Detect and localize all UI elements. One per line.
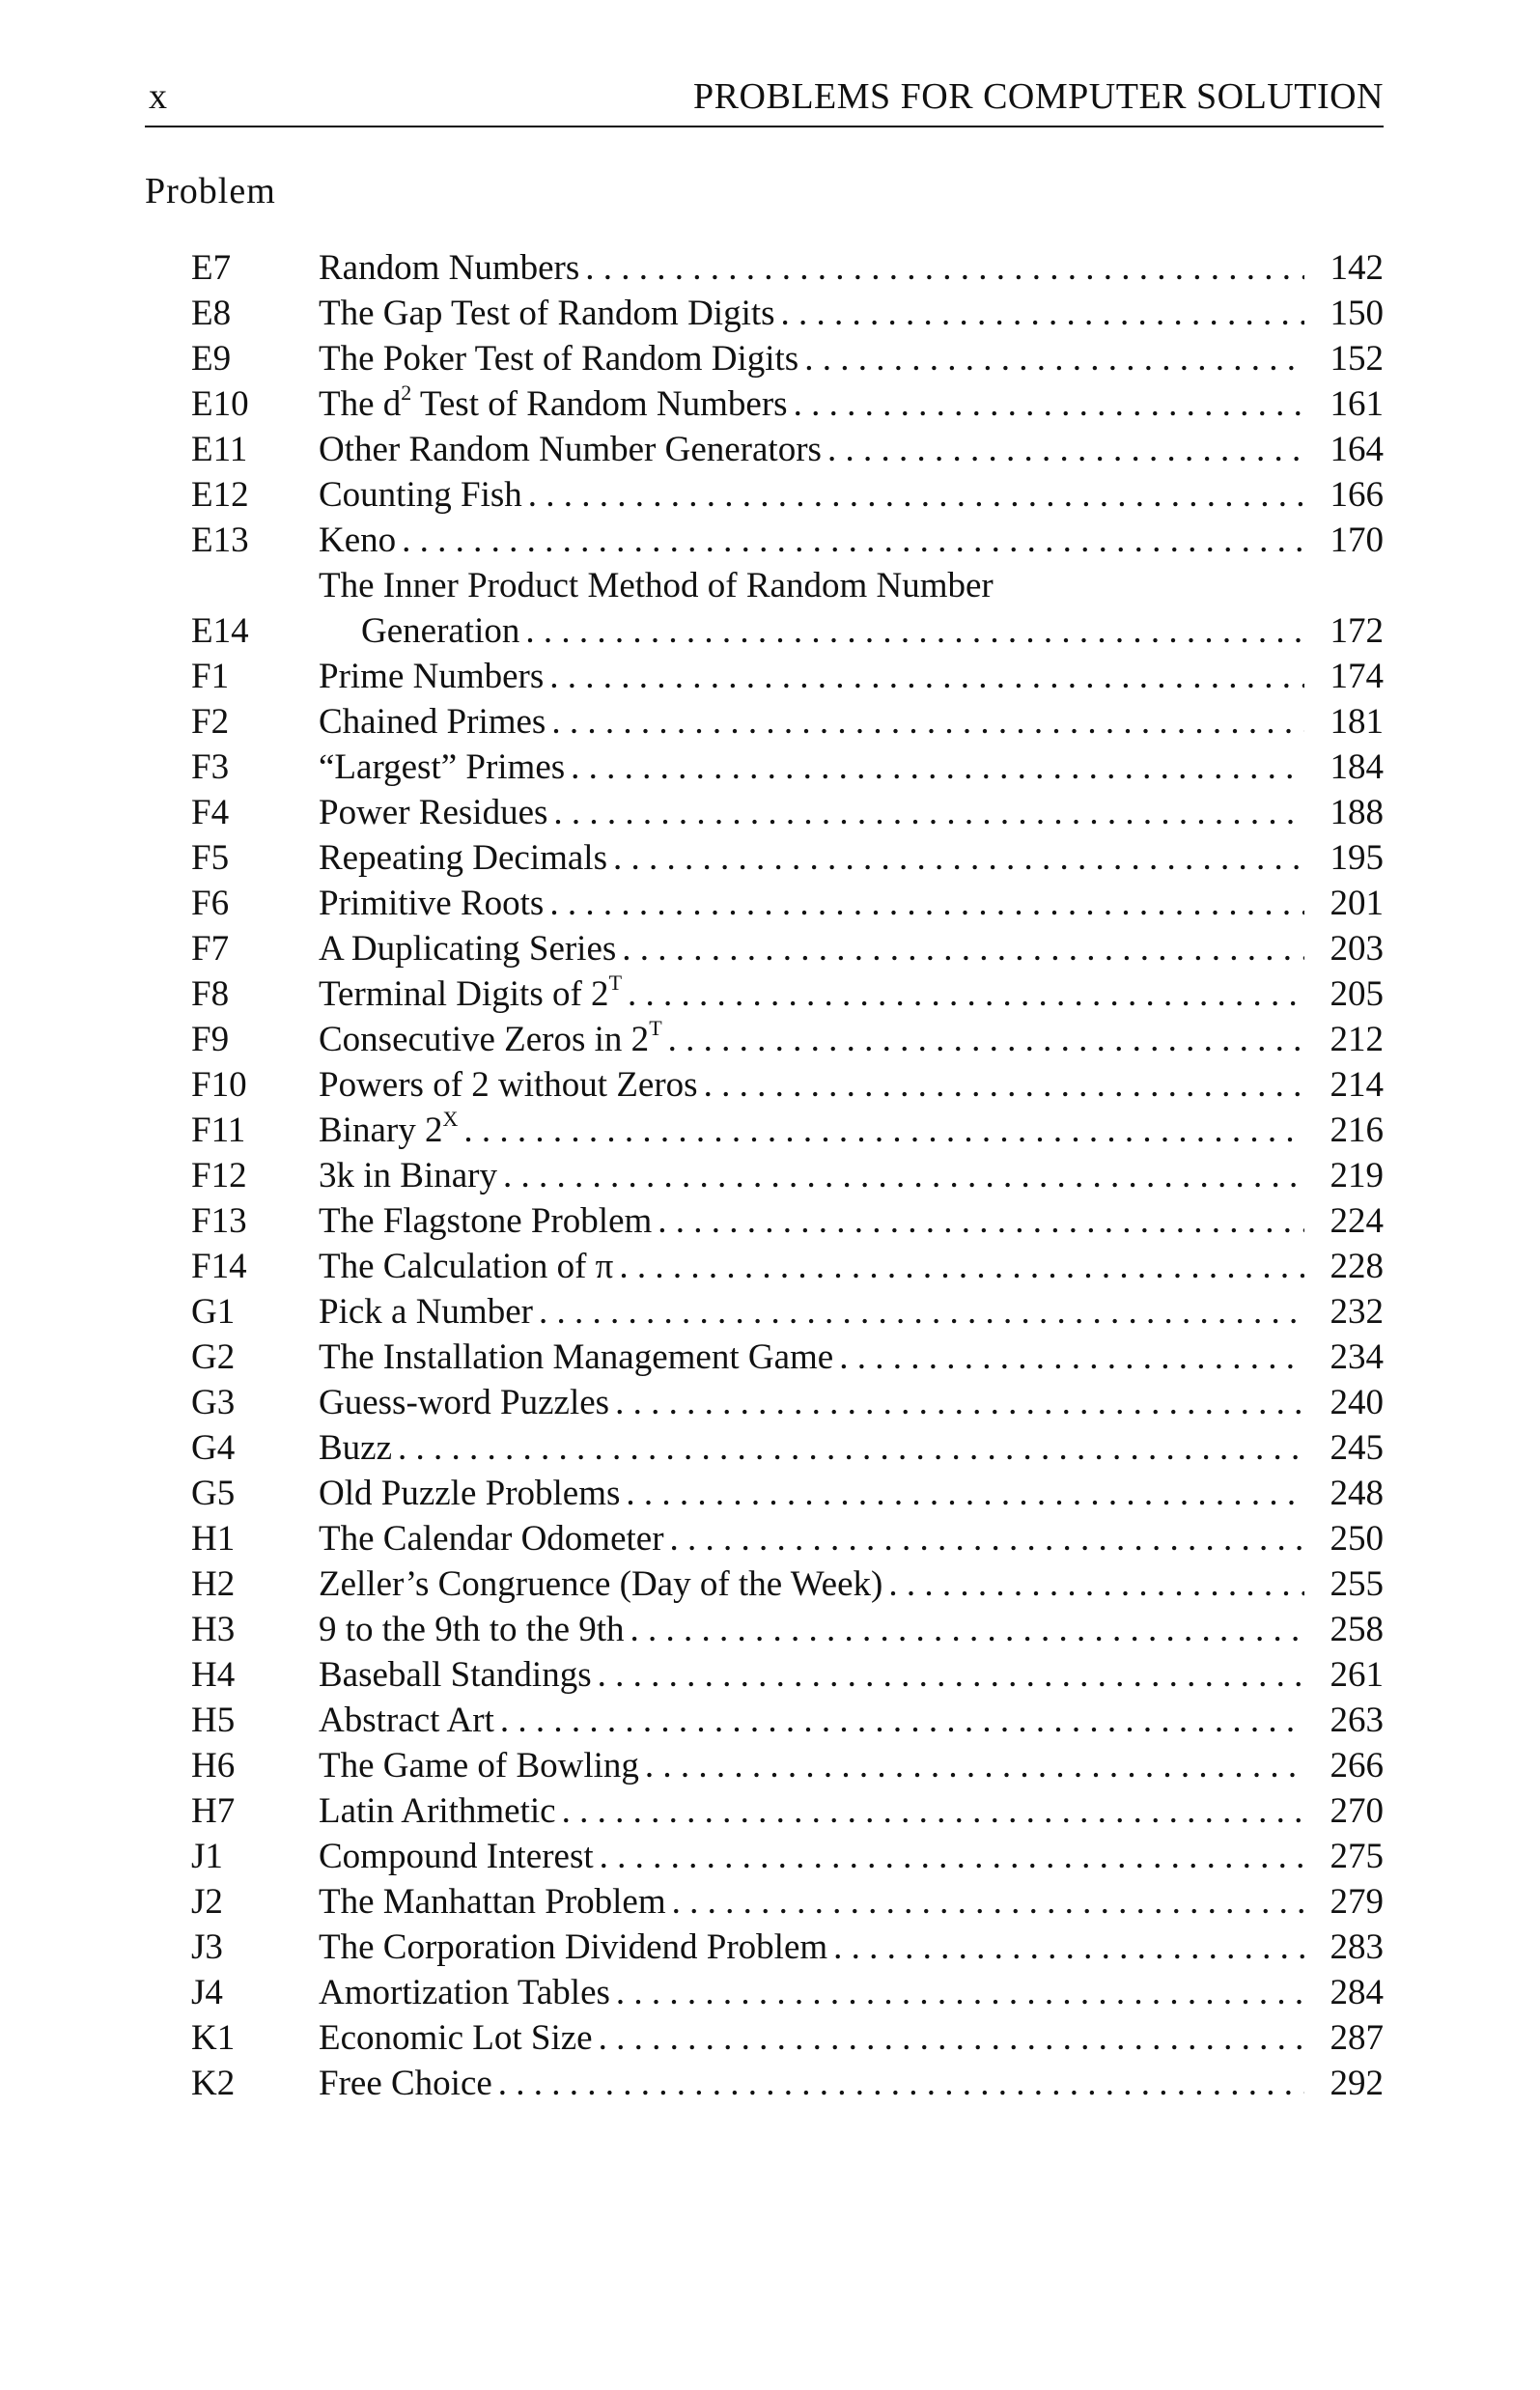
problem-code: F4 bbox=[191, 793, 230, 832]
title-superscript: T bbox=[608, 971, 623, 995]
page-reference: 250 bbox=[1330, 1519, 1384, 1559]
problem-title-cell bbox=[319, 1925, 1314, 1970]
problem-title-cell bbox=[319, 699, 1314, 745]
dot-leader bbox=[619, 1244, 1304, 1289]
toc-entry bbox=[145, 1108, 1384, 1153]
page-reference: 214 bbox=[1330, 1065, 1384, 1105]
problem-title-cell bbox=[319, 518, 1314, 563]
toc-entry bbox=[145, 1698, 1384, 1743]
problem-title-cell bbox=[319, 1652, 1314, 1698]
dot-leader bbox=[804, 336, 1304, 381]
problem-title: Primitive Roots bbox=[319, 884, 545, 923]
problem-title: Amortization Tables bbox=[319, 1973, 610, 2012]
problem-title-cell bbox=[319, 654, 1314, 699]
problem-title: A Duplicating Series bbox=[319, 929, 617, 969]
section-label: Problem bbox=[145, 171, 276, 211]
page-reference: 279 bbox=[1330, 1882, 1384, 1922]
page-reference: 174 bbox=[1330, 657, 1384, 696]
dot-leader bbox=[525, 608, 1304, 654]
problem-code: F8 bbox=[191, 974, 230, 1014]
dot-leader bbox=[616, 1970, 1304, 2015]
toc-entry bbox=[145, 2015, 1384, 2061]
problem-title-cell bbox=[319, 1743, 1314, 1788]
problem-code: H4 bbox=[191, 1655, 236, 1695]
toc-entry bbox=[145, 518, 1384, 563]
problem-title: Keno bbox=[319, 520, 397, 560]
dot-leader bbox=[549, 654, 1304, 699]
dot-leader bbox=[628, 971, 1304, 1017]
problem-title bbox=[319, 1108, 458, 1153]
title-superscript: 2 bbox=[401, 381, 412, 405]
toc-entry bbox=[145, 1743, 1384, 1788]
problem-code: F2 bbox=[191, 702, 230, 742]
problem-code: F13 bbox=[191, 1201, 247, 1241]
page-reference: 228 bbox=[1330, 1247, 1384, 1286]
page-reference: 188 bbox=[1330, 793, 1384, 832]
problem-title-cell bbox=[319, 1698, 1314, 1743]
dot-leader bbox=[626, 1471, 1304, 1516]
problem-code: J3 bbox=[191, 1927, 223, 1967]
dot-leader bbox=[658, 1198, 1304, 1244]
page-reference: 248 bbox=[1330, 1474, 1384, 1513]
problem-title: Power Residues bbox=[319, 793, 548, 832]
page-reference: 263 bbox=[1330, 1701, 1384, 1740]
problem-code: G4 bbox=[191, 1428, 236, 1468]
problem-code: F7 bbox=[191, 929, 230, 969]
dot-leader bbox=[888, 1561, 1304, 1607]
dot-leader bbox=[781, 291, 1304, 336]
problem-title: The Installation Management Game bbox=[319, 1337, 834, 1377]
dot-leader bbox=[553, 790, 1304, 835]
title-text-part: Test of Random Numbers bbox=[411, 384, 788, 424]
problem-code: G3 bbox=[191, 1383, 236, 1422]
toc-entry bbox=[145, 2061, 1384, 2106]
problem-title-cell bbox=[319, 1244, 1314, 1289]
problem-title-cell bbox=[319, 1561, 1314, 1607]
toc-entry bbox=[145, 291, 1384, 336]
problem-title: The Inner Product Method of Random Number bbox=[319, 566, 994, 605]
problem-title bbox=[319, 1017, 662, 1062]
dot-leader bbox=[668, 1017, 1304, 1062]
problem-title bbox=[319, 381, 788, 427]
toc-entry bbox=[145, 1471, 1384, 1516]
toc-entry bbox=[145, 1380, 1384, 1425]
problem-title-cell bbox=[319, 245, 1314, 291]
dot-leader bbox=[539, 1289, 1304, 1335]
problem-title-cell bbox=[319, 1607, 1314, 1652]
problem-title-cell bbox=[319, 1289, 1314, 1335]
page-reference: 161 bbox=[1330, 384, 1384, 424]
page-reference: 287 bbox=[1330, 2018, 1384, 2058]
book-title: PROBLEMS FOR COMPUTER SOLUTION bbox=[693, 76, 1384, 117]
dot-leader bbox=[498, 2061, 1304, 2106]
problem-title-cell bbox=[319, 291, 1314, 336]
toc-entry bbox=[145, 1925, 1384, 1970]
page-reference: 261 bbox=[1330, 1655, 1384, 1695]
dot-leader bbox=[600, 1834, 1304, 1879]
page-reference: 142 bbox=[1330, 248, 1384, 288]
problem-code: K1 bbox=[191, 2018, 236, 2058]
page-reference: 152 bbox=[1330, 339, 1384, 379]
dot-leader bbox=[613, 835, 1304, 881]
toc-entry bbox=[145, 1561, 1384, 1607]
problem-title: Counting Fish bbox=[319, 475, 522, 515]
dot-leader bbox=[500, 1698, 1304, 1743]
toc-entry bbox=[145, 381, 1384, 427]
problem-title: Repeating Decimals bbox=[319, 838, 607, 878]
toc-entry bbox=[145, 1788, 1384, 1834]
problem-title-cell bbox=[319, 1198, 1314, 1244]
page-reference: 184 bbox=[1330, 747, 1384, 787]
toc-entry bbox=[145, 1017, 1384, 1062]
page-reference: 275 bbox=[1330, 1837, 1384, 1876]
dot-leader bbox=[622, 926, 1304, 971]
problem-code: E14 bbox=[191, 611, 249, 651]
title-text-part: The d bbox=[319, 384, 402, 424]
problem-code: F9 bbox=[191, 1020, 230, 1059]
problem-title: “Largest” Primes bbox=[319, 747, 566, 787]
dot-leader bbox=[598, 1652, 1304, 1698]
problem-code: G5 bbox=[191, 1474, 236, 1513]
problem-title-cell bbox=[319, 2015, 1314, 2061]
problem-title: Compound Interest bbox=[319, 1837, 594, 1876]
problem-code: F12 bbox=[191, 1156, 247, 1195]
dot-leader bbox=[562, 1788, 1304, 1834]
toc-entry bbox=[145, 472, 1384, 518]
problem-code: H3 bbox=[191, 1610, 236, 1649]
problem-code: H2 bbox=[191, 1564, 236, 1604]
title-text-part: Binary 2 bbox=[319, 1111, 443, 1150]
problem-title: Chained Primes bbox=[319, 702, 546, 742]
problem-title: The Flagstone Problem bbox=[319, 1201, 653, 1241]
problem-code: G1 bbox=[191, 1292, 236, 1332]
dot-leader bbox=[839, 1335, 1304, 1380]
problem-title: The Calculation of π bbox=[319, 1247, 614, 1286]
toc-entry bbox=[145, 926, 1384, 971]
dot-leader bbox=[670, 1516, 1304, 1561]
problem-title-cell bbox=[319, 745, 1314, 790]
problem-title: Prime Numbers bbox=[319, 657, 545, 696]
dot-leader bbox=[402, 518, 1304, 563]
toc-entry bbox=[145, 745, 1384, 790]
title-superscript: X bbox=[442, 1108, 459, 1131]
problem-title: The Game of Bowling bbox=[319, 1746, 639, 1785]
toc-entry bbox=[145, 245, 1384, 291]
page-reference: 212 bbox=[1330, 1020, 1384, 1059]
running-header bbox=[145, 75, 1384, 127]
page-reference: 245 bbox=[1330, 1428, 1384, 1468]
dot-leader bbox=[571, 745, 1304, 790]
problem-title-cell bbox=[319, 1017, 1314, 1062]
page-reference: 201 bbox=[1330, 884, 1384, 923]
problem-code: F5 bbox=[191, 838, 230, 878]
toc-entry bbox=[145, 1516, 1384, 1561]
page-reference: 219 bbox=[1330, 1156, 1384, 1195]
problem-title-cell bbox=[319, 926, 1314, 971]
problem-code: H5 bbox=[191, 1701, 236, 1740]
problem-title-cell bbox=[319, 1153, 1314, 1198]
problem-title-cell bbox=[319, 835, 1314, 881]
page-reference: 150 bbox=[1330, 294, 1384, 333]
problem-code: E8 bbox=[191, 294, 232, 333]
dot-leader bbox=[704, 1062, 1304, 1108]
page-reference: 284 bbox=[1330, 1973, 1384, 2012]
page-reference: 166 bbox=[1330, 475, 1384, 515]
toc-entry bbox=[145, 1153, 1384, 1198]
problem-title: Guess-word Puzzles bbox=[319, 1383, 610, 1422]
problem-code: K2 bbox=[191, 2064, 236, 2103]
problem-code: E10 bbox=[191, 384, 249, 424]
problem-title-cell bbox=[319, 1788, 1314, 1834]
toc-entry bbox=[145, 1425, 1384, 1471]
dot-leader bbox=[827, 427, 1304, 472]
problem-title: The Gap Test of Random Digits bbox=[319, 294, 775, 333]
toc-entry bbox=[145, 1198, 1384, 1244]
problem-title-cell bbox=[319, 790, 1314, 835]
problem-code: E11 bbox=[191, 430, 248, 469]
problem-title: 3k in Binary bbox=[319, 1156, 497, 1195]
problem-code: F11 bbox=[191, 1111, 246, 1150]
problem-code: F14 bbox=[191, 1247, 247, 1286]
toc-entry bbox=[145, 1062, 1384, 1108]
problem-code: E13 bbox=[191, 520, 249, 560]
toc-entry bbox=[145, 699, 1384, 745]
page-reference: 203 bbox=[1330, 929, 1384, 969]
toc-entry bbox=[145, 1607, 1384, 1652]
page-number: x bbox=[149, 76, 167, 117]
problem-title: The Corporation Dividend Problem bbox=[319, 1927, 828, 1967]
toc-entry bbox=[145, 563, 1384, 654]
problem-title-cell bbox=[319, 427, 1314, 472]
problem-title: The Manhattan Problem bbox=[319, 1882, 666, 1922]
dot-leader bbox=[794, 381, 1304, 427]
problem-title: Other Random Number Generators bbox=[319, 430, 822, 469]
dot-leader bbox=[551, 699, 1304, 745]
dot-leader bbox=[585, 245, 1304, 291]
problem-title: Free Choice bbox=[319, 2064, 492, 2103]
problem-code: G2 bbox=[191, 1337, 236, 1377]
toc-entry bbox=[145, 971, 1384, 1017]
dot-leader bbox=[549, 881, 1304, 926]
page-reference: 216 bbox=[1330, 1111, 1384, 1150]
problem-title-continued: Generation bbox=[361, 611, 520, 651]
dot-leader bbox=[672, 1879, 1304, 1925]
problem-code: J4 bbox=[191, 1973, 223, 2012]
page-reference: 172 bbox=[1330, 611, 1384, 651]
dot-leader bbox=[528, 472, 1304, 518]
problem-title-cell bbox=[319, 2061, 1314, 2106]
page-reference: 181 bbox=[1330, 702, 1384, 742]
dot-leader bbox=[398, 1425, 1304, 1471]
problem-title: Zeller’s Congruence (Day of the Week) bbox=[319, 1564, 883, 1604]
problem-title-cell bbox=[319, 1970, 1314, 2015]
toc-entry bbox=[145, 881, 1384, 926]
problem-title: Random Numbers bbox=[319, 248, 580, 288]
page-reference: 255 bbox=[1330, 1564, 1384, 1604]
toc-entry bbox=[145, 1879, 1384, 1925]
problem-title-cell bbox=[319, 381, 1314, 427]
page-reference: 258 bbox=[1330, 1610, 1384, 1649]
page-reference: 224 bbox=[1330, 1201, 1384, 1241]
dot-leader bbox=[503, 1153, 1304, 1198]
toc-entry bbox=[145, 1652, 1384, 1698]
dot-leader bbox=[463, 1108, 1304, 1153]
problem-title-cell bbox=[319, 563, 1314, 654]
problem-title-cell bbox=[319, 1879, 1314, 1925]
problem-code: E9 bbox=[191, 339, 232, 379]
problem-title: 9 to the 9th to the 9th bbox=[319, 1610, 625, 1649]
toc-entry bbox=[145, 1834, 1384, 1879]
page-reference: 266 bbox=[1330, 1746, 1384, 1785]
page-reference: 240 bbox=[1330, 1383, 1384, 1422]
problem-title: The Calendar Odometer bbox=[319, 1519, 664, 1559]
problem-title-cell bbox=[319, 971, 1314, 1017]
problem-title-cell bbox=[319, 881, 1314, 926]
toc-entry bbox=[145, 790, 1384, 835]
problem-title-cell bbox=[319, 1108, 1314, 1153]
dot-leader bbox=[833, 1925, 1304, 1970]
problem-title-cell bbox=[319, 1471, 1314, 1516]
page-reference: 234 bbox=[1330, 1337, 1384, 1377]
toc-entry bbox=[145, 1970, 1384, 2015]
problem-title: Latin Arithmetic bbox=[319, 1791, 556, 1831]
toc-entry bbox=[145, 835, 1384, 881]
toc-entry bbox=[145, 654, 1384, 699]
page-reference: 164 bbox=[1330, 430, 1384, 469]
problem-title: Economic Lot Size bbox=[319, 2018, 593, 2058]
toc-entry bbox=[145, 1335, 1384, 1380]
problem-code: J2 bbox=[191, 1882, 223, 1922]
problem-title-cell bbox=[319, 1425, 1314, 1471]
problem-title: Old Puzzle Problems bbox=[319, 1474, 621, 1513]
problem-title-cell bbox=[319, 1380, 1314, 1425]
dot-leader bbox=[615, 1380, 1304, 1425]
problem-title: Powers of 2 without Zeros bbox=[319, 1065, 698, 1105]
title-superscript: T bbox=[649, 1017, 662, 1040]
title-text-part: Consecutive Zeros in 2 bbox=[319, 1020, 650, 1059]
problem-title bbox=[319, 971, 622, 1017]
title-text-part: Terminal Digits of 2 bbox=[319, 974, 609, 1014]
problem-title-cell bbox=[319, 1516, 1314, 1561]
page-reference: 195 bbox=[1330, 838, 1384, 878]
dot-leader bbox=[599, 2015, 1304, 2061]
toc-entry bbox=[145, 336, 1384, 381]
problem-code: H7 bbox=[191, 1791, 236, 1831]
problem-code: F10 bbox=[191, 1065, 247, 1105]
problem-code: F1 bbox=[191, 657, 230, 696]
page-reference: 232 bbox=[1330, 1292, 1384, 1332]
problem-title: Pick a Number bbox=[319, 1292, 533, 1332]
dot-leader bbox=[645, 1743, 1304, 1788]
page-reference: 292 bbox=[1330, 2064, 1384, 2103]
problem-code: J1 bbox=[191, 1837, 223, 1876]
problem-title-cell bbox=[319, 472, 1314, 518]
problem-code: E7 bbox=[191, 248, 232, 288]
page-reference: 283 bbox=[1330, 1927, 1384, 1967]
toc-entry bbox=[145, 1244, 1384, 1289]
page-reference: 205 bbox=[1330, 974, 1384, 1014]
problem-title: The Poker Test of Random Digits bbox=[319, 339, 799, 379]
page-reference: 170 bbox=[1330, 520, 1384, 560]
problem-code: H1 bbox=[191, 1519, 236, 1559]
problem-title: Abstract Art bbox=[319, 1701, 494, 1740]
document-page bbox=[145, 75, 1384, 2106]
problem-title-cell bbox=[319, 1834, 1314, 1879]
problem-title: Buzz bbox=[319, 1428, 393, 1468]
table-of-contents bbox=[145, 245, 1384, 2106]
problem-title-cell bbox=[319, 336, 1314, 381]
page-reference: 270 bbox=[1330, 1791, 1384, 1831]
problem-code: F6 bbox=[191, 884, 230, 923]
problem-code: H6 bbox=[191, 1746, 236, 1785]
problem-title-cell bbox=[319, 1062, 1314, 1108]
toc-entry bbox=[145, 1289, 1384, 1335]
dot-leader bbox=[630, 1607, 1304, 1652]
problem-code: F3 bbox=[191, 747, 230, 787]
toc-entry bbox=[145, 427, 1384, 472]
problem-code: E12 bbox=[191, 475, 249, 515]
problem-title-cell bbox=[319, 1335, 1314, 1380]
problem-title: Baseball Standings bbox=[319, 1655, 592, 1695]
